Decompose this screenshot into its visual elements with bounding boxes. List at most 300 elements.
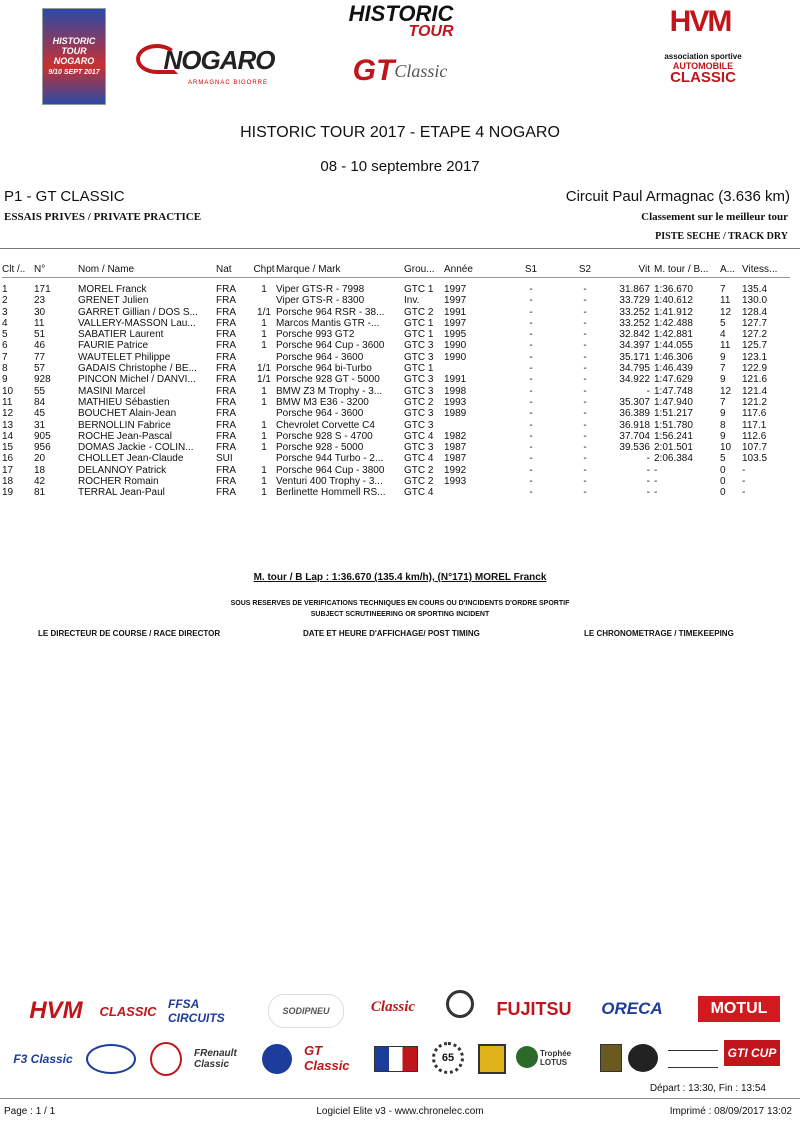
historic-tour-logo-line2: TOUR: [408, 23, 454, 40]
table-row: [2, 453, 790, 464]
cell-s1: -: [529, 396, 533, 408]
cell-laps: 7: [720, 363, 726, 375]
asac-logo: [664, 46, 742, 90]
cell-group: GTC 1: [404, 363, 434, 375]
cell-nationality: FRA: [216, 374, 236, 386]
cell-s2: -: [583, 340, 587, 352]
cell-top-speed: -: [646, 464, 650, 476]
cell-number: 20: [34, 453, 46, 465]
sponsor-crest-icon: [600, 1044, 622, 1072]
cell-laps: 0: [720, 487, 726, 499]
cell-number: 84: [34, 396, 46, 408]
cell-year: 1990: [444, 351, 467, 363]
cell-avg-speed: 121.2: [742, 396, 768, 408]
cell-s1: -: [529, 374, 533, 386]
cell-group: GTC 1: [404, 329, 434, 341]
cell-car: Porsche 928 S - 4700: [276, 430, 373, 442]
cell-laps: 11: [720, 295, 731, 307]
race-director-signature-label: LE DIRECTEUR DE COURSE / RACE DIRECTOR: [38, 629, 221, 638]
cell-championship: 1: [261, 284, 267, 295]
cell-nationality: SUI: [216, 453, 233, 465]
cell-avg-speed: 117.1: [742, 419, 767, 431]
cell-s2: -: [583, 317, 587, 329]
cell-position: 11: [2, 396, 13, 408]
cell-group: GTC 3: [404, 374, 434, 386]
cell-car: Porsche 928 - 5000: [276, 442, 364, 454]
cell-top-speed: 36.918: [619, 419, 650, 431]
sponsor-blue-circle-icon: [262, 1044, 292, 1074]
cell-best-lap: 1:41.912: [654, 306, 693, 318]
sponsor-classic-logo: Classic: [370, 998, 416, 1015]
cell-group: Inv.: [404, 295, 420, 307]
cell-group: GTC 3: [404, 340, 434, 352]
cell-position: 10: [2, 385, 14, 397]
cell-nationality: FRA: [216, 442, 236, 454]
cell-s1: -: [529, 476, 533, 488]
results-body: [2, 278, 790, 499]
cell-s1: -: [529, 385, 533, 397]
results-table: [2, 262, 790, 499]
sponsor-gti-cup-logo: GTI CUP: [724, 1040, 780, 1066]
cell-best-lap: 1:47.629: [654, 374, 693, 386]
cell-nationality: FRA: [216, 419, 236, 431]
cell-s1: -: [529, 351, 533, 363]
cell-driver: MASINI Marcel: [78, 385, 146, 397]
cell-group: GTC 1: [404, 284, 434, 295]
cell-top-speed: 35.171: [619, 351, 650, 363]
cell-driver: BERNOLLIN Fabrice: [78, 419, 171, 431]
hvm-logo-text: HVM: [669, 5, 731, 38]
cell-laps: 11: [720, 340, 731, 352]
cell-car: Porsche 964 Cup - 3600: [276, 340, 385, 352]
sponsor-65-badge: 65: [432, 1042, 464, 1074]
sponsor-asac-logo: CLASSIC: [99, 1003, 157, 1019]
cell-championship: [252, 295, 276, 306]
table-row: [2, 329, 790, 340]
cell-best-lap: -: [654, 464, 658, 476]
cell-top-speed: 34.795: [619, 363, 650, 375]
cell-nationality: FRA: [216, 487, 236, 499]
cell-avg-speed: 121.4: [742, 385, 768, 397]
cell-car: Marcos Mantis GTR -...: [276, 317, 380, 329]
cell-best-lap: 1:42.881: [654, 329, 693, 341]
document-title: HISTORIC TOUR 2017 - ETAPE 4 NOGARO: [240, 124, 560, 141]
cell-s1: -: [529, 408, 533, 420]
cell-avg-speed: -: [742, 464, 746, 476]
session-name: P1 - GT CLASSIC: [4, 188, 125, 205]
page-number: Page : 1 / 1: [4, 1106, 56, 1117]
cell-group: GTC 4: [404, 430, 434, 442]
cell-championship: 1/1: [257, 363, 271, 375]
cell-driver: GADAIS Christophe / BE...: [78, 363, 197, 375]
cell-championship: 1: [261, 476, 267, 488]
cell-year: 1997: [444, 284, 467, 295]
cell-laps: 7: [720, 284, 726, 295]
historic-tour-logo-line1: HISTORIC: [348, 1, 454, 26]
cell-championship: 1/1: [257, 374, 271, 386]
cell-top-speed: 39.536: [619, 442, 650, 454]
cell-nationality: FRA: [216, 385, 236, 397]
table-row: [2, 420, 790, 431]
cell-championship: 1: [261, 430, 267, 442]
col-header-laps: A...: [720, 262, 742, 278]
cell-position: 3: [2, 306, 8, 318]
cell-year: 1987: [444, 442, 467, 454]
sponsor-fujitsu-logo: FUJITSU: [496, 998, 572, 1019]
cell-number: 31: [34, 419, 46, 431]
cell-s2: -: [583, 374, 587, 386]
reserve-notice-english: SUBJECT SCRUTINEERING OR SPORTING INCIDENT: [310, 611, 490, 618]
cell-laps: 5: [720, 317, 726, 329]
cell-best-lap: 2:06.384: [654, 453, 693, 465]
cell-group: GTC 3: [404, 442, 434, 454]
col-header-chpt: Chpt: [252, 262, 276, 278]
cell-year: [444, 420, 502, 431]
software-credit: Logiciel Elite v3 - www.chronelec.com: [316, 1106, 484, 1117]
cell-group: GTC 4: [404, 453, 434, 465]
cell-number: 905: [34, 430, 51, 442]
table-row: [2, 408, 790, 419]
cell-s2: -: [583, 464, 587, 476]
cell-driver: TERRAL Jean-Paul: [78, 487, 165, 499]
cell-championship: 1: [261, 329, 267, 341]
cell-driver: MATHIEU Sébastien: [78, 396, 170, 408]
classification-note: Classement sur le meilleur tour: [641, 211, 788, 223]
cell-s2: -: [583, 487, 587, 499]
cell-number: 42: [34, 476, 46, 488]
cell-driver: GRENET Julien: [78, 295, 149, 307]
col-header-vit: Vit: [610, 262, 654, 278]
cell-group: GTC 1: [404, 317, 434, 329]
asac-logo-line3: CLASSIC: [670, 68, 736, 86]
cell-laps: 12: [720, 385, 732, 397]
table-row: [2, 278, 790, 296]
sponsor-dark-badge-icon: [628, 1044, 658, 1072]
cell-s1: -: [529, 487, 533, 499]
cell-nationality: FRA: [216, 329, 236, 341]
cell-nationality: FRA: [216, 430, 236, 442]
cell-number: 23: [34, 295, 46, 307]
cell-best-lap: 1:40.612: [654, 295, 693, 307]
cell-laps: 9: [720, 430, 726, 442]
cell-nationality: FRA: [216, 284, 236, 295]
col-header-best-lap: M. tour / B...: [654, 262, 720, 278]
cell-laps: 8: [720, 419, 726, 431]
cell-number: 81: [34, 487, 46, 499]
cell-number: 11: [34, 317, 45, 329]
table-row: [2, 363, 790, 374]
sponsor-f3-classic-logo: F3 Classic: [13, 1052, 73, 1066]
print-timestamp: Imprimé : 08/09/2017 13:02: [669, 1106, 792, 1117]
cell-championship: 1: [261, 340, 267, 352]
cell-nationality: FRA: [216, 464, 236, 476]
cell-number: 30: [34, 306, 46, 318]
table-row: [2, 386, 790, 397]
cell-best-lap: -: [654, 487, 658, 499]
cell-championship: 1: [261, 396, 267, 408]
cell-best-lap: 1:46.306: [654, 351, 693, 363]
cell-car: Berlinette Hommell RS...: [276, 487, 386, 499]
cell-number: 45: [34, 408, 46, 420]
cell-number: 77: [34, 351, 46, 363]
poster-text: HISTORIC TOUR NOGARO 9/10 SEPT 2017: [48, 35, 100, 76]
sponsor-trophy-badge-icon: [150, 1042, 182, 1076]
cell-avg-speed: 130.0: [742, 295, 768, 307]
cell-s1: -: [529, 464, 533, 476]
cell-position: 8: [2, 363, 8, 375]
sponsor-sodipneu-logo: SODIPNEU: [268, 994, 344, 1028]
asac-logo-line2: AUTOMOBILE: [672, 60, 734, 71]
table-row: [2, 476, 790, 487]
col-header-marque: Marque / Mark: [276, 262, 404, 278]
cell-year: 1990: [444, 340, 467, 352]
cell-championship: 1/1: [257, 306, 271, 318]
gt-classic-logo: [335, 50, 465, 92]
cell-s2: -: [583, 295, 587, 307]
col-header-speed: Vitess...: [742, 262, 790, 278]
cell-avg-speed: -: [742, 487, 746, 499]
cell-year: [444, 363, 502, 374]
cell-year: 1987: [444, 453, 467, 465]
cell-laps: 9: [720, 351, 726, 363]
cell-top-speed: 32.842: [619, 329, 650, 341]
cell-avg-speed: 127.7: [742, 317, 768, 329]
cell-avg-speed: 112.6: [742, 430, 767, 442]
sponsor-gt-classic-logo: GT Classic: [304, 1043, 350, 1073]
table-row: [2, 374, 790, 385]
cell-avg-speed: 122.9: [742, 363, 768, 375]
cell-top-speed: 36.389: [619, 408, 650, 420]
cell-car: BMW M3 E36 - 3200: [276, 396, 369, 408]
cell-s1: -: [529, 453, 533, 465]
cell-position: 17: [2, 464, 14, 476]
cell-group: GTC 2: [404, 396, 434, 408]
cell-laps: 0: [720, 476, 726, 488]
sponsor-lotus-emblem-icon: [516, 1046, 538, 1068]
cell-position: 2: [2, 295, 8, 307]
cell-avg-speed: 107.7: [742, 442, 768, 454]
cell-s2: -: [583, 419, 587, 431]
cell-s2: -: [583, 476, 587, 488]
best-lap-summary: M. tour / B Lap : 1:36.670 (135.4 km/h), (N°171) MOREL Franck: [253, 572, 547, 583]
cell-position: 13: [2, 419, 14, 431]
cell-car: Chevrolet Corvette C4: [276, 419, 375, 431]
cell-s2: -: [583, 430, 587, 442]
cell-position: 16: [2, 453, 14, 465]
cell-number: 928: [34, 374, 51, 386]
cell-top-speed: -: [646, 487, 650, 499]
cell-year: 1998: [444, 385, 467, 397]
cell-position: 12: [2, 408, 14, 420]
cell-laps: 9: [720, 374, 726, 386]
cell-number: 46: [34, 340, 46, 352]
header-divider: [0, 248, 800, 249]
sponsor-small-text-logo-icon: [668, 1050, 718, 1068]
cell-s1: -: [529, 317, 533, 329]
cell-laps: 12: [720, 306, 732, 318]
circuit-name: Circuit Paul Armagnac (3.636 km): [565, 188, 790, 205]
footer-divider: [0, 1098, 800, 1099]
cell-car: Porsche 964 bi-Turbo: [276, 363, 372, 375]
cell-nationality: FRA: [216, 363, 236, 375]
gt-classic-logo-gt: GT: [352, 54, 395, 87]
cell-nationality: FRA: [216, 476, 236, 488]
asac-logo-line1: association sportive: [664, 51, 742, 61]
cell-year: 1993: [444, 476, 467, 488]
table-row: [2, 352, 790, 363]
cell-avg-speed: -: [742, 476, 746, 488]
cell-championship: 1: [261, 442, 267, 454]
cell-driver: CHOLLET Jean-Claude: [78, 453, 184, 465]
event-dates: 08 - 10 septembre 2017: [320, 158, 480, 175]
cell-s2: -: [583, 351, 587, 363]
cell-driver: GARRET Gillian / DOS S...: [78, 306, 198, 318]
cell-avg-speed: 123.1: [742, 351, 768, 363]
cell-year: 1997: [444, 295, 467, 307]
cell-championship: [252, 352, 276, 363]
cell-car: Porsche 964 - 3600: [276, 351, 364, 363]
cell-top-speed: 35.307: [619, 396, 650, 408]
cell-group: GTC 3: [404, 419, 434, 431]
table-row: [2, 465, 790, 476]
cell-championship: [252, 408, 276, 419]
cell-s2: -: [583, 408, 587, 420]
cell-best-lap: 1:36.670: [654, 284, 693, 295]
col-header-clt: Clt /..: [2, 262, 34, 278]
sponsor-shield-badge-icon: [478, 1044, 506, 1074]
cell-year: 1995: [444, 329, 467, 341]
cell-s2: -: [583, 363, 587, 375]
cell-top-speed: 34.922: [619, 374, 650, 386]
cell-group: GTC 2: [404, 464, 434, 476]
col-header-s1: S1: [502, 262, 560, 278]
nogaro-logo: [136, 42, 276, 86]
cell-position: 14: [2, 430, 14, 442]
cell-s2: -: [583, 329, 587, 341]
cell-s2: -: [583, 284, 587, 295]
cell-number: 55: [34, 385, 46, 397]
cell-car: Viper GTS-R - 8300: [276, 295, 365, 307]
sponsor-oval-badge-icon: [86, 1044, 136, 1074]
col-header-number: N°: [34, 262, 78, 278]
cell-driver: PINCON Michel / DANVI...: [78, 374, 196, 386]
cell-s1: -: [529, 329, 533, 341]
sponsor-flag-badge-icon: [374, 1046, 418, 1072]
cell-best-lap: 1:51.217: [654, 408, 693, 420]
cell-championship: 1: [261, 317, 267, 329]
sponsor-circle-badge-icon: [446, 990, 474, 1018]
cell-top-speed: 33.729: [619, 295, 650, 307]
cell-top-speed: 31.867: [619, 284, 650, 295]
cell-year: 1982: [444, 430, 467, 442]
cell-best-lap: 1:46.439: [654, 363, 693, 375]
cell-top-speed: 33.252: [619, 306, 650, 318]
cell-nationality: FRA: [216, 317, 236, 329]
cell-laps: 4: [720, 329, 726, 341]
cell-s1: -: [529, 284, 533, 295]
cell-avg-speed: 121.6: [742, 374, 768, 386]
cell-championship: 1: [261, 385, 267, 397]
sponsor-oreca-logo: ORECA: [601, 999, 663, 1018]
cell-top-speed: -: [646, 453, 650, 465]
event-poster-image: [42, 8, 106, 105]
cell-championship: [252, 453, 276, 464]
cell-group: GTC 3: [404, 385, 434, 397]
cell-championship: 1: [261, 464, 267, 476]
results-header-row: [2, 262, 790, 278]
cell-driver: ROCHE Jean-Pascal: [78, 430, 172, 442]
cell-car: Porsche 964 RSR - 38...: [276, 306, 385, 318]
post-timing-label: DATE ET HEURE D'AFFICHAGE/ POST TIMING: [303, 629, 480, 638]
cell-top-speed: -: [646, 385, 650, 397]
cell-best-lap: 2:01.501: [654, 442, 693, 454]
cell-position: 19: [2, 487, 14, 499]
sponsor-motul-logo: MOTUL: [698, 996, 780, 1022]
cell-position: 4: [2, 317, 8, 329]
cell-best-lap: 1:56.241: [654, 430, 693, 442]
cell-s2: -: [583, 396, 587, 408]
cell-laps: 7: [720, 396, 726, 408]
cell-avg-speed: 128.4: [742, 306, 768, 318]
cell-car: Venturi 400 Trophy - 3...: [276, 476, 383, 488]
cell-top-speed: -: [646, 476, 650, 488]
cell-s2: -: [583, 385, 587, 397]
cell-top-speed: 37.704: [619, 430, 650, 442]
cell-laps: 5: [720, 453, 726, 465]
cell-group: GTC 4: [404, 487, 434, 499]
cell-s1: -: [529, 306, 533, 318]
sponsor-hvm-logo: HVM: [29, 997, 83, 1024]
cell-car: Porsche 928 GT - 5000: [276, 374, 380, 386]
cell-number: 18: [34, 464, 46, 476]
cell-best-lap: 1:47.940: [654, 396, 693, 408]
cell-best-lap: -: [654, 476, 658, 488]
session-type: ESSAIS PRIVES / PRIVATE PRACTICE: [4, 211, 202, 223]
cell-avg-speed: 103.5: [742, 453, 768, 465]
cell-driver: BOUCHET Alain-Jean: [78, 408, 177, 420]
cell-s1: -: [529, 363, 533, 375]
table-row: [2, 431, 790, 442]
cell-avg-speed: 135.4: [742, 284, 768, 295]
cell-driver: ROCHER Romain: [78, 476, 159, 488]
nogaro-logo-text: NOGARO: [163, 44, 275, 75]
sponsor-frenault-classic-logo: FRenault Classic: [194, 1048, 237, 1070]
cell-car: Porsche 944 Turbo - 2...: [276, 453, 384, 465]
cell-number: 51: [34, 329, 46, 341]
cell-year: 1992: [444, 464, 467, 476]
cell-driver: FAURIE Patrice: [78, 340, 149, 352]
cell-car: Porsche 993 GT2: [276, 329, 355, 341]
cell-driver: DELANNOY Patrick: [78, 464, 167, 476]
cell-number: 956: [34, 442, 51, 454]
cell-best-lap: 1:44.055: [654, 340, 693, 352]
hvm-racing-logo: [660, 4, 740, 40]
cell-s1: -: [529, 442, 533, 454]
cell-top-speed: 33.252: [619, 317, 650, 329]
cell-position: 1: [2, 284, 8, 295]
track-condition: PISTE SECHE / TRACK DRY: [655, 231, 788, 242]
cell-year: [444, 487, 502, 498]
cell-top-speed: 34.397: [619, 340, 650, 352]
col-header-s2: S2: [560, 262, 610, 278]
col-header-nat: Nat: [216, 262, 252, 278]
cell-year: 1997: [444, 317, 467, 329]
timekeeping-label: LE CHRONOMETRAGE / TIMEKEEPING: [584, 629, 734, 638]
cell-driver: WAUTELET Philippe: [78, 351, 171, 363]
cell-s2: -: [583, 442, 587, 454]
cell-s2: -: [583, 453, 587, 465]
cell-year: 1989: [444, 408, 467, 420]
